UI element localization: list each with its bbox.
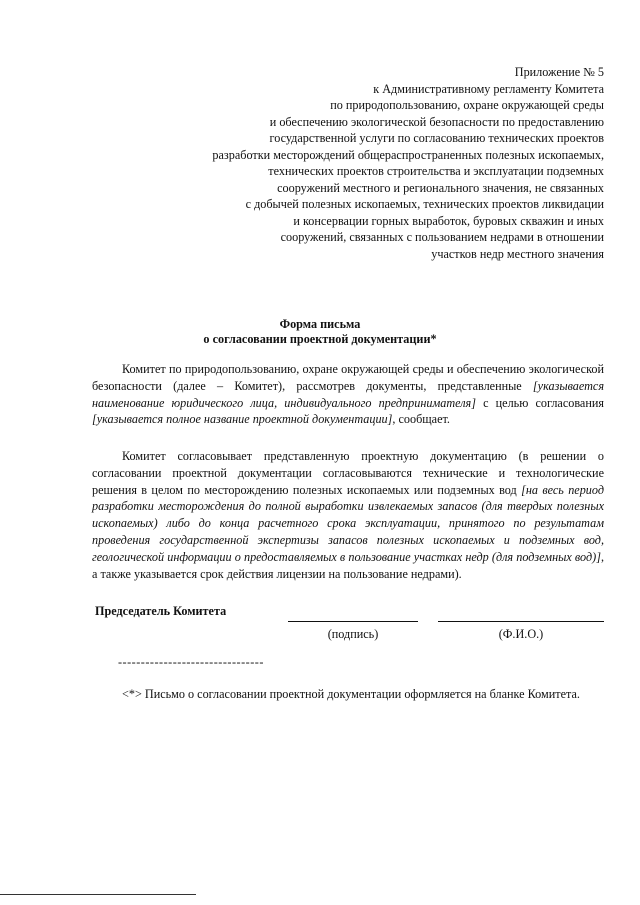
appendix-line: государственной услуги по согласованию технических проектов (269, 131, 604, 145)
form-title-line-1: Форма письма (279, 317, 361, 331)
appendix-line: с добычей полезных ископаемых, технических проектов ликвидации (245, 197, 604, 211)
paragraph-text: Комитет по природопользованию, охране окружающей среды и обеспечению экологической безопасности (далее – Комитет), рассмотрев документы, представленные (92, 362, 604, 393)
appendix-header (164, 64, 604, 262)
name-line (438, 621, 604, 622)
placeholder-period: [на весь период разработки месторождения до полной выработки извлекаемых запасов (для твердых полезных ископаемых) либо до конца расчетного срока эксплуатации, принятого по результатам проведения государственной экспертизы запасов полезных ископаемых и подземных вод, геологической информации о предоставляемых в пользование участках недр (для подземных вод)] (92, 482, 604, 564)
signature-line (288, 621, 418, 622)
name-caption: (Ф.И.О.) (498, 627, 544, 641)
appendix-line: и консервации горных выработок, буровых скважин и иных (293, 213, 604, 228)
appendix-line: технических проектов строительства и эксплуатации подземных (268, 164, 604, 178)
appendix-line: и обеспечению экологической безопасности по предоставлению (269, 114, 604, 129)
footnote-separator: -------------------------------- (118, 655, 264, 669)
form-title (0, 317, 640, 347)
footnote: <*> Письмо о согласовании проектной документации оформляется на бланке Комитета. (122, 687, 580, 701)
paragraph-text: , а также указывается срок действия лицензии на пользование недрами). (92, 549, 604, 581)
paragraph-text: Комитет согласовывает представленную проектную документацию (в решении о согласовании проектной документации согласовываются технические и технологические решения в целом по месторождению полезных ископаемых или подземных вод (92, 449, 604, 497)
appendix-line: участков недр местного значения (431, 246, 604, 261)
appendix-line: по природопользованию, охране окружающей среды (330, 98, 604, 112)
signature-caption: (подпись) (327, 627, 379, 641)
paragraph-committee-review (92, 361, 604, 428)
form-title-line-2: о согласовании проектной документации* (203, 332, 437, 346)
appendix-line: разработки месторождений общераспространенных полезных ископаемых, (212, 147, 604, 162)
appendix-line: к Административному регламенту Комитета (373, 81, 604, 96)
bottom-rule (0, 894, 196, 895)
placeholder-applicant-name: [указывается наименование юридического лица, индивидуального предпринимателя] (92, 378, 604, 410)
paragraph-text: , сообщает. (392, 412, 450, 427)
paragraph-approval (92, 448, 604, 582)
paragraph-text: с целью согласования (475, 395, 604, 410)
chairman-label: Председатель Комитета (95, 604, 227, 618)
placeholder-document-name: [указывается полное название проектной документации] (92, 412, 393, 427)
appendix-line: Приложение № 5 (514, 65, 604, 79)
appendix-line: сооружений, связанных с пользованием недрами в отношении (280, 230, 604, 244)
appendix-line: сооружений местного и регионального значения, не связанных (277, 180, 604, 195)
